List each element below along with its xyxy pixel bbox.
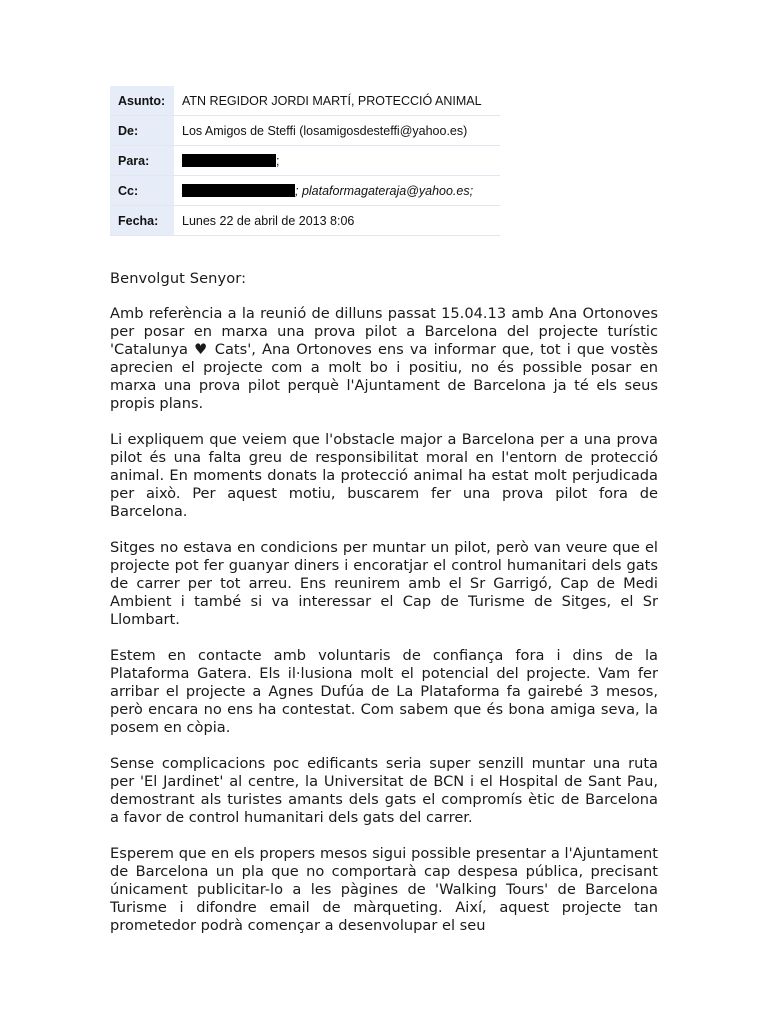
from-label: De:: [110, 116, 174, 146]
date-label: Fecha:: [110, 206, 174, 236]
paragraph-6: Esperem que en els propers mesos sigui possible presentar a l'Ajuntament de Barcelona un pla que no comportarà cap despesa pública, precisant únicament publicitar-lo a les pàgines de 'Walking Tours' de Barcelona Turisme i difondre email de màrqueting. Així, aquest projecte tan prometedor podrà començar a desenvolupar el seu: [110, 845, 658, 934]
cc-suffix: ; plataformagateraja@yahoo.es;: [295, 183, 474, 198]
from-row: [110, 116, 500, 146]
subject-label: Asunto:: [110, 86, 174, 116]
paragraph-1: Amb referència a la reunió de dilluns passat 15.04.13 amb Ana Ortonoves per posar en marxa una prova pilot a Barcelona del projecte turístic 'Catalunya ♥ Cats', Ana Ortonoves ens va informar que, tot i que vostès aprecien el projecte com a molt bo i positiu, no és possible posar en marxa una prova pilot perquè l'Ajuntament de Barcelona ja té els seus propis plans.: [110, 305, 658, 412]
letter-body: [110, 270, 658, 953]
paragraph-3: Sitges no estava en condicions per muntar un pilot, però van veure que el projecte pot fer guanyar diners i encoratjar el control humanitari dels gats de carrer per tot arreu. Ens reunirem amb el Sr Garrigó, Cap de Medi Ambient i també si va interessar el Cap de Turisme de Sitges, el Sr Llombart.: [110, 539, 658, 628]
date-row: [110, 206, 500, 236]
greeting: Benvolgut Senyor:: [110, 270, 247, 287]
redaction-bar: [182, 184, 295, 197]
date-value: Lunes 22 de abril de 2013 8:06: [174, 206, 500, 236]
from-value: Los Amigos de Steffi (losamigosdesteffi@yahoo.es): [174, 116, 500, 146]
paragraph-2: Li expliquem que veiem que l'obstacle major a Barcelona per a una prova pilot és una falta greu de responsibilitat moral en l'entorn de protecció animal. En moments donats la protecció animal ha estat molt perjudicada per això. Per aquest motiu, buscarem fer una prova pilot fora de Barcelona.: [110, 431, 658, 520]
to-row: [110, 146, 500, 176]
cc-row: [110, 176, 500, 206]
subject-row: [110, 86, 500, 116]
to-value: [174, 146, 500, 176]
subject-value: ATN REGIDOR JORDI MARTÍ, PROTECCIÓ ANIMAL: [174, 86, 500, 116]
paragraph-4: Estem en contacte amb voluntaris de confiança fora i dins de la Plataforma Gatera. Els il·lusiona molt el potencial del projecte. Vam fer arribar el projecte a Agnes Dufúa de La Plataforma fa gairebé 3 mesos, però encara no ens ha contestat. Com sabem que és bona amiga seva, la posem en còpia.: [110, 647, 658, 736]
cc-label: Cc:: [110, 176, 174, 206]
paragraph-5: Sense complicacions poc edificants seria super senzill muntar una ruta per 'El Jardinet' al centre, la Universitat de BCN i el Hospital de Sant Pau, demostrant als turistes amants dels gats el compromís ètic de Barcelona a favor de control humanitari dels gats del carrer.: [110, 755, 658, 826]
email-header-table: [110, 86, 500, 236]
cc-value: [174, 176, 500, 206]
to-label: Para:: [110, 146, 174, 176]
to-suffix: ;: [276, 153, 280, 168]
redaction-bar: [182, 154, 276, 167]
